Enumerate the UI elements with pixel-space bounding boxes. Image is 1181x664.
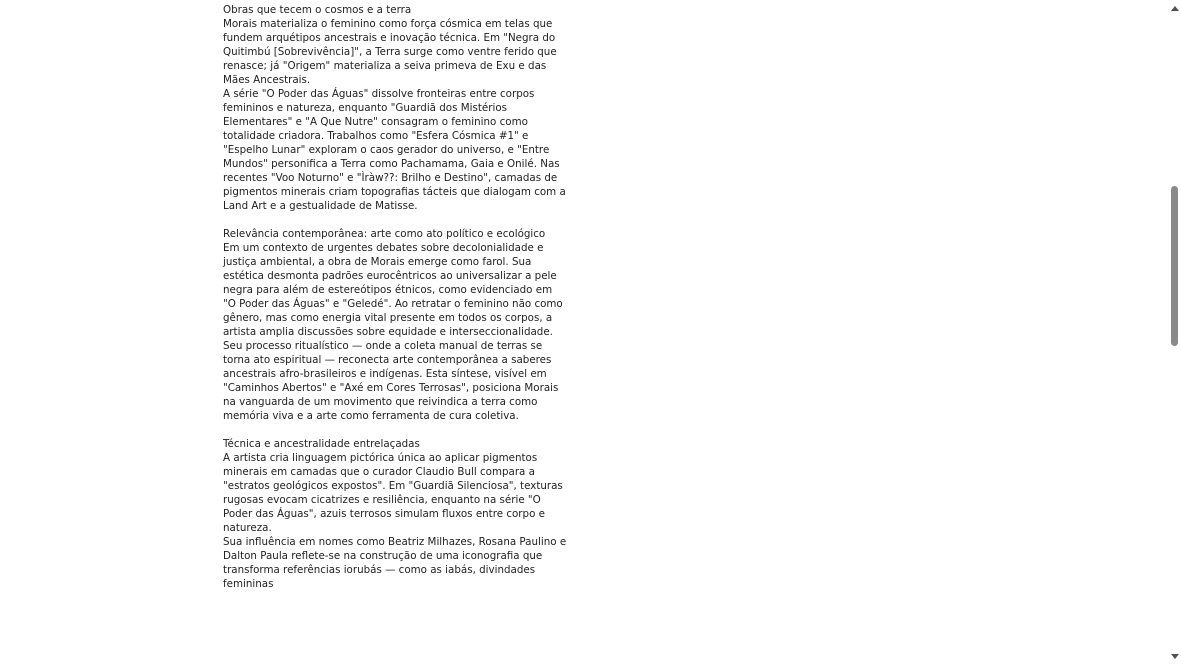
paragraph: Morais materializa o feminino como força cósmica em telas que fundem arquétipos ancestrais e inovação técnica. Em "Negra do Quitimbú [Sobrevivência]", a Terra surge como ventre ferido que renasce; já "Origem" materializa a seiva primeva de Exu e das Mães Ancestrais.: [223, 18, 557, 86]
paragraph: Seu processo ritualístico — onde a coleta manual de terras se torna ato espiritual — reconecta arte contemporânea a saberes ancestrais afro-brasileiros e indígenas. Esta síntese, visível em "Caminhos Abertos" e "Axé em Cores Terrosas", posiciona Morais na vanguarda de um movimento que reivindica a terra como memória viva e a arte como ferramenta de cura coletiva.: [223, 340, 559, 422]
section-tecnica: [223, 437, 568, 591]
vertical-scrollbar[interactable]: [1168, 0, 1181, 664]
section-heading: Obras que tecem o cosmos e a terra: [223, 4, 412, 16]
section-obras: [223, 3, 568, 213]
section-relevancia: [223, 227, 568, 423]
paragraph: A série "O Poder das Águas" dissolve fronteiras entre corpos femininos e natureza, enquanto "Guardiã dos Mistérios Elementares" e "A Que Nutre" consagram o feminino como totalidade criadora. Trabalhos como "Esfera Cósmica #1" e "Espelho Lunar" exploram o caos gerador do universo, e "Entre Mundos" personifica a Terra como Pachamama, Gaia e Onilé. Nas recentes "Voo Noturno" e "Ìràw??: Brilho e Destino", camadas de pigmentos minerais criam topografias tácteis que dialogam com a Land Art e a gestualidade de Matisse.: [223, 88, 566, 212]
scroll-thumb[interactable]: [1171, 186, 1178, 346]
section-heading: Relevância contemporânea: arte como ato político e ecológico: [223, 228, 546, 240]
chevron-up-icon[interactable]: [1168, 0, 1181, 16]
paragraph: Sua influência em nomes como Beatriz Milhazes, Rosana Paulino e Dalton Paula reflete-se na construção de uma iconografia que transforma referências iorubás — como as iabás, divindades femininas: [223, 536, 567, 590]
section-heading: Técnica e ancestralidade entrelaçadas: [223, 438, 420, 450]
paragraph: A artista cria linguagem pictórica única ao aplicar pigmentos minerais em camadas que o curador Claudio Bull compara a "estratos geológicos expostos". Em "Guardiã Silenciosa", texturas rugosas evocam cicatrizes e resiliência, enquanto na série "O Poder das Águas", azuis terrosos simulam fluxos entre corpo e natureza.: [223, 452, 563, 534]
article-content: [223, 3, 568, 591]
section-divider: [223, 213, 568, 227]
section-divider: [223, 423, 568, 437]
chevron-down-icon[interactable]: [1168, 648, 1181, 664]
paragraph: Em um contexto de urgentes debates sobre decolonialidade e justiça ambiental, a obra de Morais emerge como farol. Sua estética desmonta padrões eurocêntricos ao universalizar a pele negra para além de estereótipos étnicos, como evidenciado em "O Poder das Águas" e "Geledé". Ao retratar o feminino não como gênero, mas como energia vital presente em todos os corpos, a artista amplia discussões sobre equidade e interseccionalidade.: [223, 242, 563, 338]
